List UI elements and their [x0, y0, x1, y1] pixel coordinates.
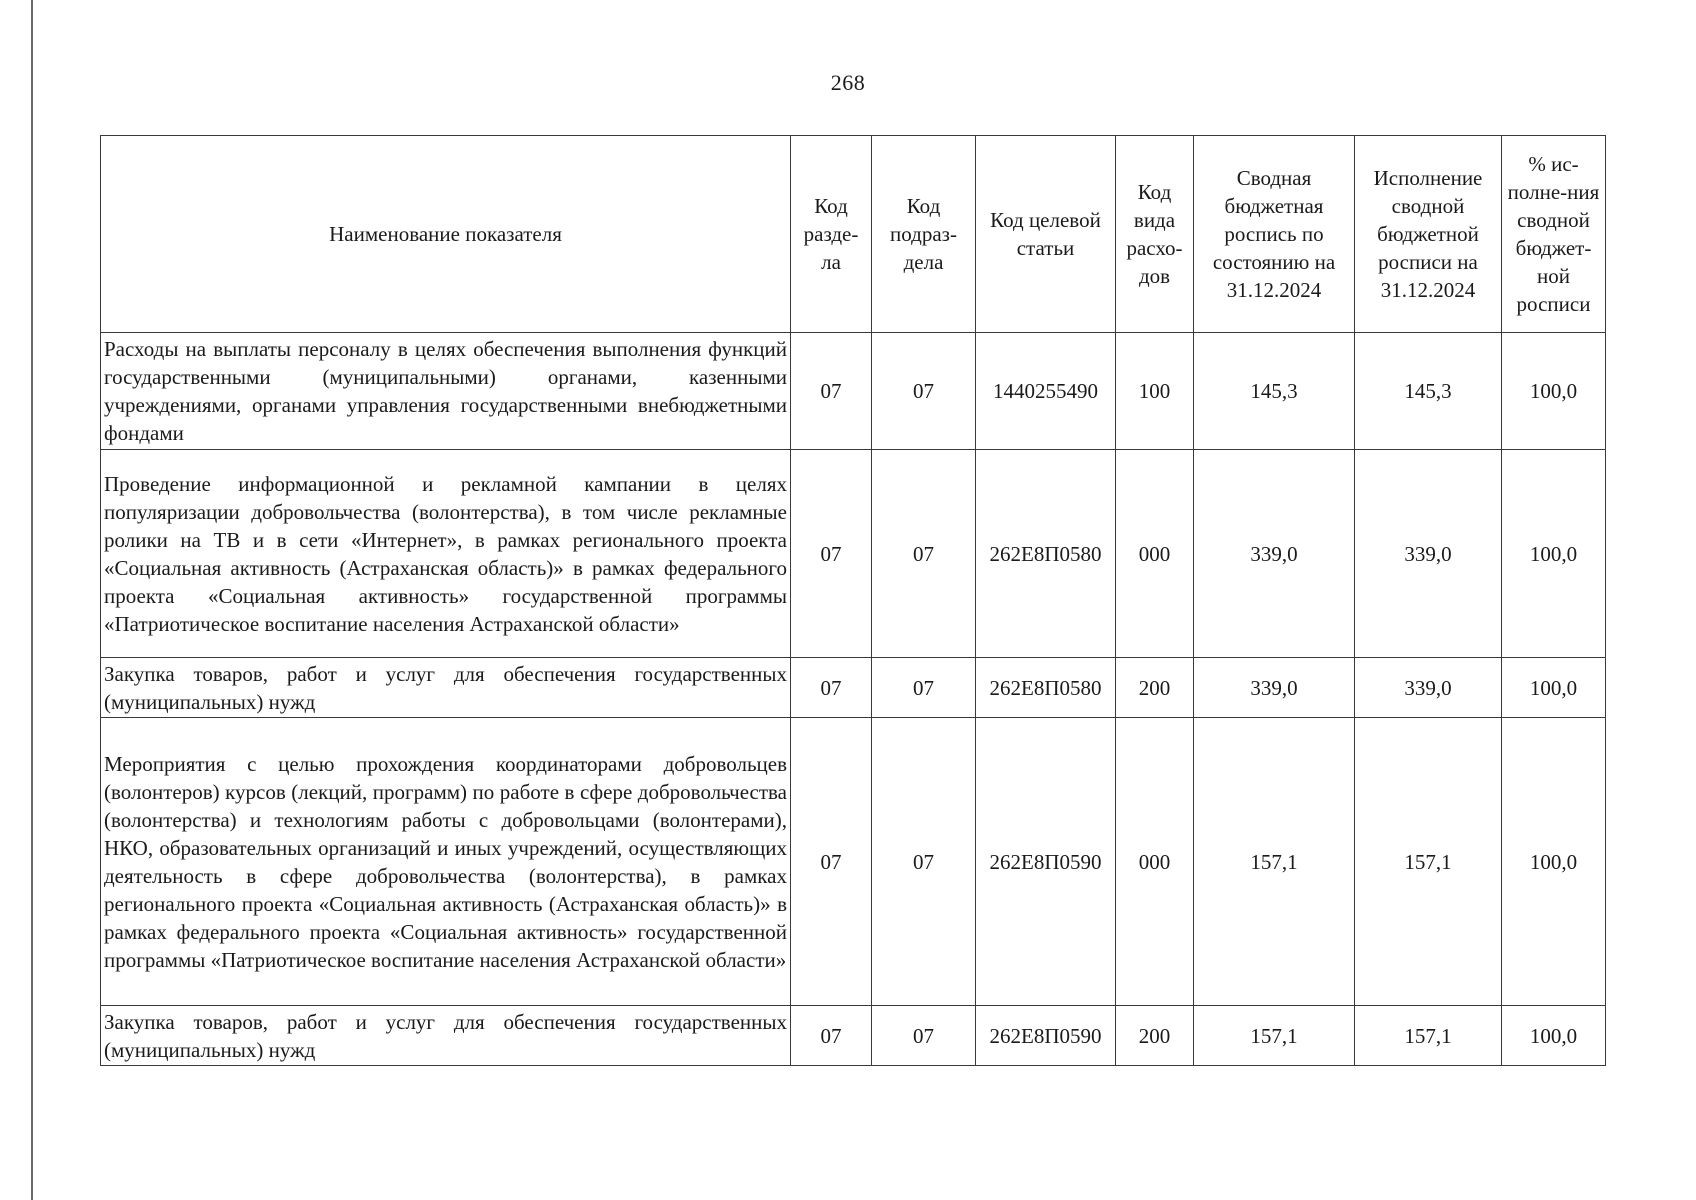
row-target-code: 262Е8П0580: [976, 450, 1116, 658]
row-budget-plan: 339,0: [1194, 450, 1355, 658]
page-binding-line: [31, 0, 33, 1200]
row-budget-plan: 157,1: [1194, 718, 1355, 1006]
table-row: [101, 333, 1606, 450]
header-expense-type-code: Код вида расхо-дов: [1116, 136, 1194, 333]
row-expense-type-code: 000: [1116, 450, 1194, 658]
row-section-code: 07: [791, 658, 872, 718]
row-subsection-code: 07: [872, 1006, 976, 1066]
row-subsection-code: 07: [872, 333, 976, 450]
header-indicator-name: Наименование показателя: [101, 136, 791, 333]
table-row: [101, 450, 1606, 658]
row-expense-type-code: 100: [1116, 333, 1194, 450]
row-indicator-name: Проведение информационной и рекламной кампании в целях популяризации добровольчества (волонтерства), в том числе рекламные ролики на ТВ и в сети «Интернет», в рамках регионального проекта «Социальная активность (Астраханская область)» в рамках федерального проекта «Социальная активность» государственной программы «Патриотическое воспитание населения Астраханской области»: [101, 450, 791, 658]
header-target-code: Код целевой статьи: [976, 136, 1116, 333]
row-expense-type-code: 200: [1116, 658, 1194, 718]
row-budget-execution: 157,1: [1355, 1006, 1502, 1066]
row-execution-percent: 100,0: [1502, 658, 1606, 718]
header-section-code: Код разде-ла: [791, 136, 872, 333]
row-indicator-name: Мероприятия с целью прохождения координаторами добровольцев (волонтеров) курсов (лекций, программ) по работе в сфере добровольчества (волонтерства) и технологиям работы с добровольцами (волонтерами), НКО, образовательных организаций и иных учреждений, осуществляющих деятельность в сфере добровольчества (волонтерства), в рамках регионального проекта «Социальная активность (Астраханская область)» в рамках федерального проекта «Социальная активность» государственной программы «Патриотическое воспитание населения Астраханской области»: [101, 718, 791, 1006]
row-budget-execution: 339,0: [1355, 658, 1502, 718]
row-budget-plan: 145,3: [1194, 333, 1355, 450]
row-subsection-code: 07: [872, 450, 976, 658]
row-section-code: 07: [791, 1006, 872, 1066]
budget-execution-table: [100, 135, 1606, 1066]
row-execution-percent: 100,0: [1502, 333, 1606, 450]
table-row: [101, 718, 1606, 1006]
header-execution-percent: % ис-полне-ния сводной бюджет-ной росписи: [1502, 136, 1606, 333]
table-row: [101, 1006, 1606, 1066]
row-target-code: 262Е8П0580: [976, 658, 1116, 718]
row-target-code: 1440255490: [976, 333, 1116, 450]
page-number: 268: [830, 70, 866, 95]
row-section-code: 07: [791, 333, 872, 450]
row-section-code: 07: [791, 718, 872, 1006]
row-budget-execution: 339,0: [1355, 450, 1502, 658]
table-header: [101, 136, 1606, 333]
row-execution-percent: 100,0: [1502, 450, 1606, 658]
row-subsection-code: 07: [872, 658, 976, 718]
header-budget-plan: Сводная бюджетная роспись по состоянию на 31.12.2024: [1194, 136, 1355, 333]
row-subsection-code: 07: [872, 718, 976, 1006]
row-section-code: 07: [791, 450, 872, 658]
row-budget-plan: 157,1: [1194, 1006, 1355, 1066]
row-budget-execution: 157,1: [1355, 718, 1502, 1006]
row-expense-type-code: 200: [1116, 1006, 1194, 1066]
row-indicator-name: Закупка товаров, работ и услуг для обеспечения государственных (муниципальных) нужд: [101, 1006, 791, 1066]
header-row: [101, 136, 1606, 333]
row-expense-type-code: 000: [1116, 718, 1194, 1006]
row-indicator-name: Закупка товаров, работ и услуг для обеспечения государственных (муниципальных) нужд: [101, 658, 791, 718]
header-subsection-code: Код подраз-дела: [872, 136, 976, 333]
row-budget-plan: 339,0: [1194, 658, 1355, 718]
table-body: [101, 333, 1606, 1066]
row-execution-percent: 100,0: [1502, 718, 1606, 1006]
header-budget-execution: Исполнение сводной бюджетной росписи на 31.12.2024: [1355, 136, 1502, 333]
table-row: [101, 658, 1606, 718]
row-target-code: 262Е8П0590: [976, 1006, 1116, 1066]
row-indicator-name: Расходы на выплаты персоналу в целях обеспечения выполнения функций государственными (муниципальными) органами, казенными учреждениями, органами управления государственными внебюджетными фондами: [101, 333, 791, 450]
row-target-code: 262Е8П0590: [976, 718, 1116, 1006]
row-budget-execution: 145,3: [1355, 333, 1502, 450]
row-execution-percent: 100,0: [1502, 1006, 1606, 1066]
